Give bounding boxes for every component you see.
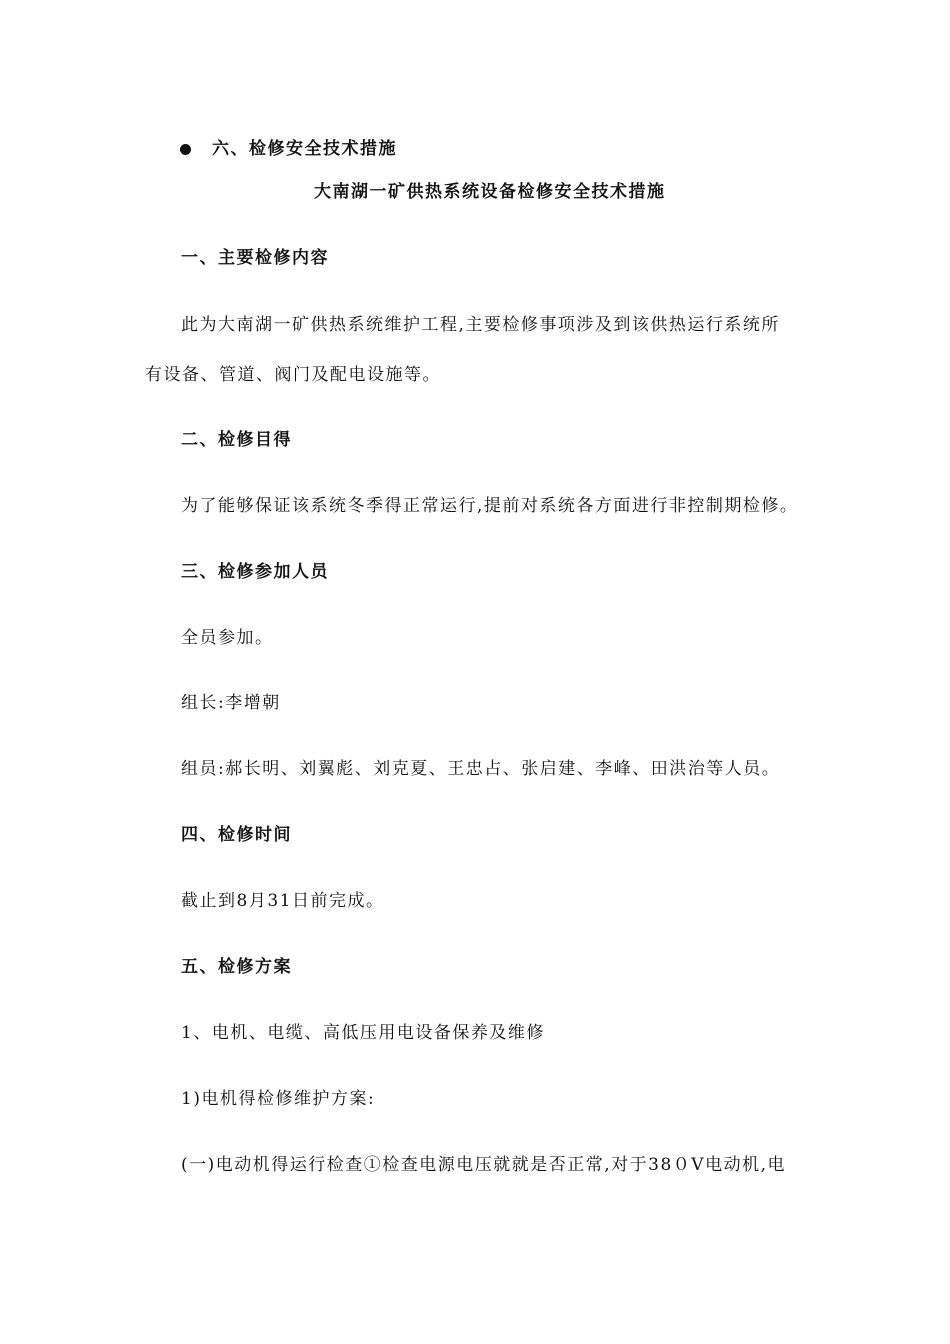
section-heading-six: 六、检修安全技术措施 (212, 139, 397, 159)
paragraph-team-members: 组员:郝长明、刘翼彪、刘克夏、王忠占、张启建、李峰、田洪治等人员。 (181, 759, 781, 779)
document-title: 大南湖一矿供热系统设备检修安全技术措施 (314, 182, 666, 202)
heading-main-content: 一、主要检修内容 (181, 248, 329, 268)
paragraph-content-line2: 有设备、管道、阀门及配电设施等。 (145, 365, 441, 385)
heading-time: 四、检修时间 (181, 825, 292, 845)
heading-personnel: 三、检修参加人员 (181, 562, 329, 582)
heading-plan: 五、检修方案 (181, 957, 292, 977)
paragraph-plan-item1: 1、电机、电缆、高低压用电设备保养及维修 (181, 1023, 545, 1043)
paragraph-deadline: 截止到8月31日前完成。 (181, 891, 385, 911)
paragraph-team-leader: 组长:李增朝 (181, 693, 281, 713)
paragraph-content-line1: 此为大南湖一矿供热系统维护工程,主要检修事项涉及到该供热运行系统所 (181, 315, 780, 335)
paragraph-purpose: 为了能够保证该系统冬季得正常运行,提前对系统各方面进行非控制期检修。 (181, 496, 799, 516)
paragraph-all-staff: 全员参加。 (181, 628, 274, 648)
bullet-icon (180, 144, 191, 155)
heading-purpose: 二、检修目得 (181, 430, 292, 450)
paragraph-motor-check: (一)电动机得运行检查①检查电源电压就就是否正常,对于38０V电动机,电 (181, 1155, 786, 1175)
paragraph-motor-plan: 1)电机得检修维护方案: (181, 1089, 376, 1109)
